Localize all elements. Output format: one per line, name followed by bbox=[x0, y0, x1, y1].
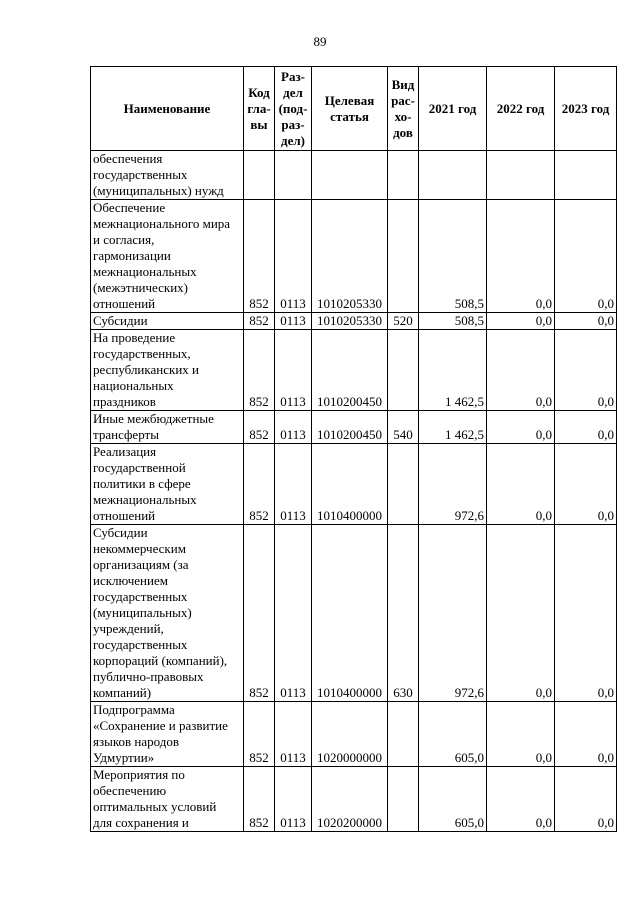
cell-name-line: корпораций (компаний), bbox=[93, 653, 228, 668]
cell-name-line: трансферты bbox=[93, 427, 159, 442]
cell-name-line: (межэтнических) bbox=[93, 280, 188, 295]
cell-name-line: государственных bbox=[93, 167, 188, 182]
cell-2021: 508,5 bbox=[419, 200, 487, 313]
cell-name-line: Реализация bbox=[93, 444, 157, 459]
header-2021: 2021 год bbox=[419, 67, 487, 151]
cell-name-line: «Сохранение и развитие bbox=[93, 718, 228, 733]
cell-type: 540 bbox=[388, 411, 419, 444]
cell-2021: 605,0 bbox=[419, 767, 487, 832]
cell-code: 852 bbox=[244, 702, 275, 767]
cell-type bbox=[388, 200, 419, 313]
cell-target: 1010400000 bbox=[312, 525, 388, 702]
cell-target: 1010400000 bbox=[312, 444, 388, 525]
cell-section: 0113 bbox=[275, 330, 312, 411]
cell-code: 852 bbox=[244, 767, 275, 832]
cell-code: 852 bbox=[244, 411, 275, 444]
cell-name-line: языков народов bbox=[93, 734, 179, 749]
cell-section: 0113 bbox=[275, 702, 312, 767]
cell-name-line: Субсидии bbox=[93, 525, 148, 540]
cell-name bbox=[91, 313, 244, 330]
cell-2023: 0,0 bbox=[555, 444, 617, 525]
cell-name-line: республиканских и bbox=[93, 362, 199, 377]
cell-name-line: исключением bbox=[93, 573, 168, 588]
header-type: Вид рас- хо- дов bbox=[388, 67, 419, 151]
cell-name-line: публично-правовых bbox=[93, 669, 204, 684]
header-code: Код гла- вы bbox=[244, 67, 275, 151]
cell-code: 852 bbox=[244, 313, 275, 330]
cell-code: 852 bbox=[244, 444, 275, 525]
cell-type bbox=[388, 767, 419, 832]
cell-name bbox=[91, 411, 244, 444]
table-row bbox=[91, 767, 617, 832]
page-number: 89 bbox=[313, 34, 327, 49]
budget-table bbox=[90, 66, 617, 832]
cell-2022: 0,0 bbox=[487, 702, 555, 767]
cell-2023: 0,0 bbox=[555, 767, 617, 832]
cell-2022 bbox=[487, 151, 555, 200]
cell-section: 0113 bbox=[275, 767, 312, 832]
table-row bbox=[91, 330, 617, 411]
cell-name-line: (муниципальных) bbox=[93, 605, 192, 620]
cell-name-line: обеспечения bbox=[93, 151, 163, 166]
table-row bbox=[91, 151, 617, 200]
table-row bbox=[91, 313, 617, 330]
cell-2021: 972,6 bbox=[419, 525, 487, 702]
table-row bbox=[91, 444, 617, 525]
cell-type bbox=[388, 330, 419, 411]
header-row bbox=[91, 67, 617, 151]
table-row bbox=[91, 702, 617, 767]
header-name: Наименование bbox=[91, 67, 244, 151]
cell-name-line: для сохранения и bbox=[93, 815, 189, 830]
table-row bbox=[91, 200, 617, 313]
cell-name bbox=[91, 200, 244, 313]
cell-name-line: межнационального мира bbox=[93, 216, 231, 231]
cell-section: 0113 bbox=[275, 525, 312, 702]
cell-2022: 0,0 bbox=[487, 313, 555, 330]
cell-target: 1010205330 bbox=[312, 313, 388, 330]
cell-name-line: отношений bbox=[93, 508, 156, 523]
cell-2022: 0,0 bbox=[487, 767, 555, 832]
cell-name-line: национальных bbox=[93, 378, 174, 393]
cell-name-line: межнациональных bbox=[93, 492, 197, 507]
cell-section bbox=[275, 151, 312, 200]
cell-2023 bbox=[555, 151, 617, 200]
header-target: Целевая статья bbox=[312, 67, 388, 151]
cell-2022: 0,0 bbox=[487, 330, 555, 411]
cell-name-line: Мероприятия по bbox=[93, 767, 185, 782]
cell-2021: 508,5 bbox=[419, 313, 487, 330]
cell-2023: 0,0 bbox=[555, 525, 617, 702]
cell-section: 0113 bbox=[275, 200, 312, 313]
cell-section: 0113 bbox=[275, 313, 312, 330]
cell-name-line: учреждений, bbox=[93, 621, 164, 636]
cell-code: 852 bbox=[244, 200, 275, 313]
cell-name bbox=[91, 151, 244, 200]
cell-name-line: гармонизации bbox=[93, 248, 171, 263]
cell-target bbox=[312, 151, 388, 200]
cell-2023: 0,0 bbox=[555, 200, 617, 313]
cell-2022: 0,0 bbox=[487, 200, 555, 313]
cell-2023: 0,0 bbox=[555, 702, 617, 767]
table-row bbox=[91, 411, 617, 444]
cell-name bbox=[91, 330, 244, 411]
cell-target: 1020000000 bbox=[312, 702, 388, 767]
cell-2021: 972,6 bbox=[419, 444, 487, 525]
cell-name-line: обеспечению bbox=[93, 783, 167, 798]
cell-name-line: и согласия, bbox=[93, 232, 155, 247]
cell-name bbox=[91, 525, 244, 702]
cell-name-line: Подпрограмма bbox=[93, 702, 175, 717]
cell-name bbox=[91, 444, 244, 525]
cell-name-line: оптимальных условий bbox=[93, 799, 217, 814]
cell-target: 1010205330 bbox=[312, 200, 388, 313]
cell-name-line: государственной bbox=[93, 460, 186, 475]
header-2023: 2023 год bbox=[555, 67, 617, 151]
cell-2021: 605,0 bbox=[419, 702, 487, 767]
cell-name-line: некоммерческим bbox=[93, 541, 186, 556]
cell-name-line: государственных bbox=[93, 637, 188, 652]
cell-name bbox=[91, 702, 244, 767]
cell-name-line: политики в сфере bbox=[93, 476, 191, 491]
header-2022: 2022 год bbox=[487, 67, 555, 151]
cell-code bbox=[244, 151, 275, 200]
cell-2021 bbox=[419, 151, 487, 200]
cell-target: 1010200450 bbox=[312, 330, 388, 411]
cell-name-line: Субсидии bbox=[93, 313, 148, 328]
cell-name-line: Иные межбюджетные bbox=[93, 411, 214, 426]
cell-name-line: государственных bbox=[93, 589, 188, 604]
cell-target: 1010200450 bbox=[312, 411, 388, 444]
header-section: Раз- дел (под- раз- дел) bbox=[275, 67, 312, 151]
cell-target: 1020200000 bbox=[312, 767, 388, 832]
cell-2023: 0,0 bbox=[555, 330, 617, 411]
cell-2022: 0,0 bbox=[487, 525, 555, 702]
cell-type bbox=[388, 151, 419, 200]
cell-section: 0113 bbox=[275, 411, 312, 444]
cell-type bbox=[388, 444, 419, 525]
cell-2022: 0,0 bbox=[487, 444, 555, 525]
cell-name-line: компаний) bbox=[93, 685, 152, 700]
cell-name-line: Обеспечение bbox=[93, 200, 166, 215]
cell-code: 852 bbox=[244, 525, 275, 702]
cell-name-line: Удмуртии» bbox=[93, 750, 155, 765]
cell-name-line: На проведение bbox=[93, 330, 176, 345]
cell-2021: 1 462,5 bbox=[419, 411, 487, 444]
cell-2022: 0,0 bbox=[487, 411, 555, 444]
table-row bbox=[91, 525, 617, 702]
cell-type bbox=[388, 702, 419, 767]
cell-name-line: организациям (за bbox=[93, 557, 189, 572]
cell-2023: 0,0 bbox=[555, 411, 617, 444]
cell-type: 520 bbox=[388, 313, 419, 330]
cell-section: 0113 bbox=[275, 444, 312, 525]
cell-name bbox=[91, 767, 244, 832]
cell-type: 630 bbox=[388, 525, 419, 702]
table-body bbox=[91, 151, 617, 832]
cell-2021: 1 462,5 bbox=[419, 330, 487, 411]
cell-name-line: государственных, bbox=[93, 346, 191, 361]
cell-name-line: межнациональных bbox=[93, 264, 197, 279]
cell-name-line: отношений bbox=[93, 296, 156, 311]
cell-name-line: праздников bbox=[93, 394, 156, 409]
cell-2023: 0,0 bbox=[555, 313, 617, 330]
cell-name-line: (муниципальных) нужд bbox=[93, 183, 224, 198]
cell-code: 852 bbox=[244, 330, 275, 411]
